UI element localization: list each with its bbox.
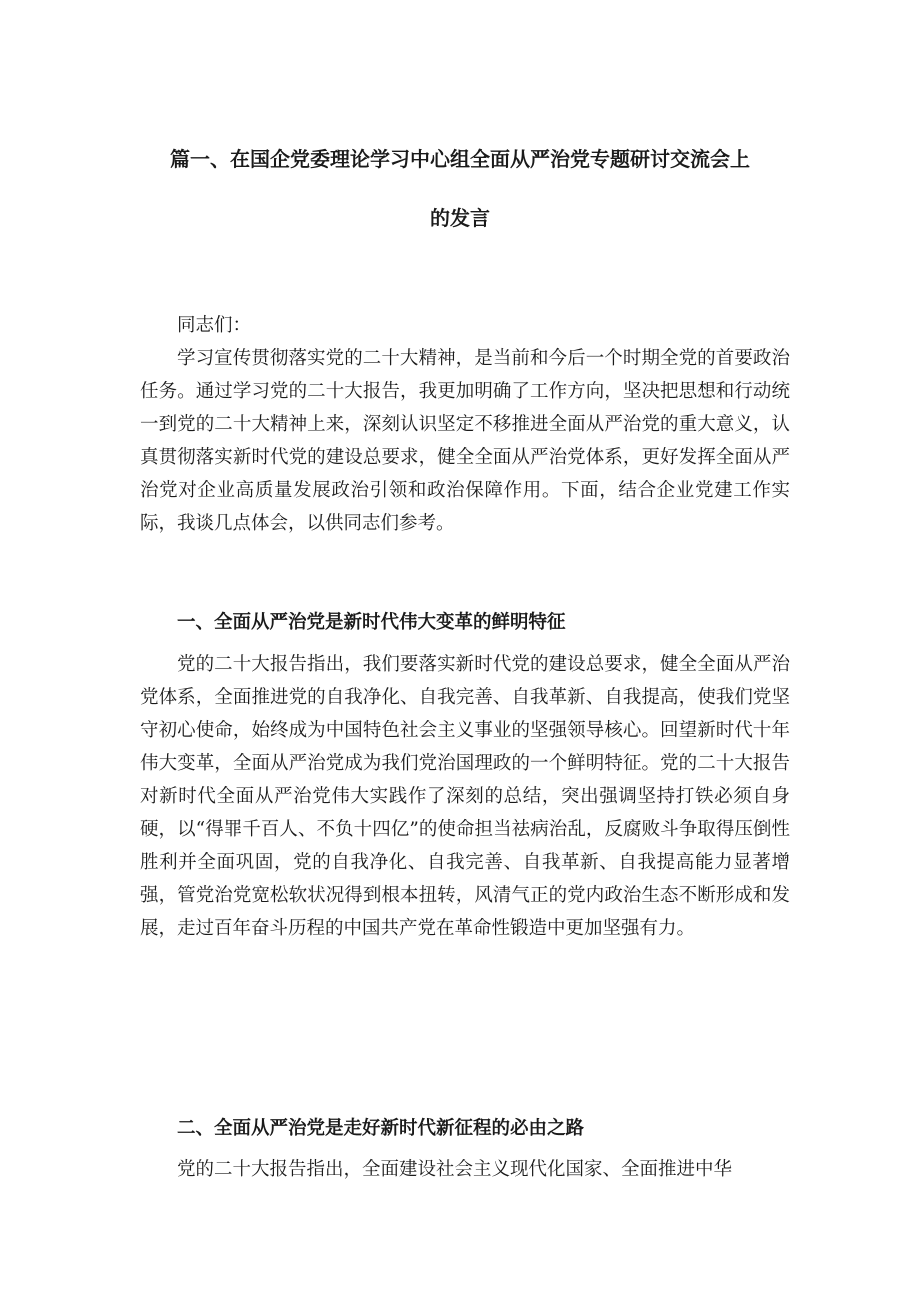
section-1-heading: 一、全面从严治党是新时代伟大变革的鲜明特征 (177, 612, 566, 633)
section-2-paragraph: 党的二十大报告指出，全面建设社会主义现代化国家、全面推进中华 (177, 1159, 733, 1180)
intro-paragraph: 学习宣传贯彻落实党的二十大精神，是当前和今后一个时期全党的首要政治任务。通过学习党的二十大报告，我更加明确了工作方向，坚决把思想和行动统一到党的二十大精神上来，深刻认识坚定不移推进全面从严治党的重大意义，认真贯彻落实新时代党的建设总要求，健全全面从严治党体系，更好发挥全面从严治党对企业高质量发展政治引领和政治保障作用。下面，结合企业党建工作实际，我谈几点体会，以供同志们参考。 (140, 348, 790, 534)
section-1-paragraph: 党的二十大报告指出，我们要落实新时代党的建设总要求，健全全面从严治党体系，全面推进党的自我净化、自我完善、自我革新、自我提高，使我们党坚守初心使命，始终成为中国特色社会主义事业的坚强领导核心。回望新时代十年伟大变革，全面从严治党成为我们党治国理政的一个鲜明特征。党的二十大报告对新时代全面从严治党伟大实践作了深刻的总结，突出强调坚持打铁必须自身硬，以“得罪千百人、不负十四亿”的使命担当祛病治乱，反腐败斗争取得压倒性胜利并全面巩固，党的自我净化、自我完善、自我革新、自我提高能力显著增强，管党治党宽松软状况得到根本扭转，风清气正的党内政治生态不断形成和发展，走过百年奋斗历程的中国共产党在革命性锻造中更加坚强有力。 (140, 654, 790, 939)
document-title-line-1: 篇一、在国企党委理论学习中心组全面从严治党专题研讨交流会上 (170, 147, 750, 171)
document-title-line-2: 的发言 (430, 206, 490, 230)
salutation: 同志们： (177, 315, 252, 336)
section-2-heading: 二、全面从严治党是走好新时代新征程的必由之路 (177, 1118, 585, 1139)
